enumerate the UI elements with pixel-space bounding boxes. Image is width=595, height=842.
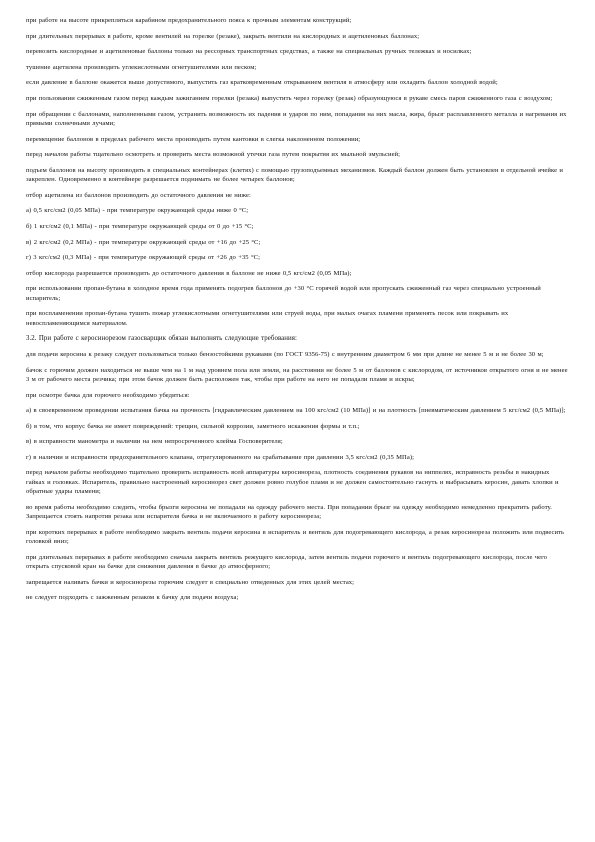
paragraph: при использовании пропан-бутана в холодное время года применять подогрев баллонов до +30 °С горячей водой или пропускать сжиженный газ через специально устроенный испаритель; [26, 285, 541, 302]
list-item: а) 0,5 кгс/см2 (0,05 МПа) - при температуре окружающей среды ниже 0 °С; [26, 207, 249, 215]
list-item: а) в своевременном проведении испытания бачка на прочность [гидравлическим давлением на 100 кгс/см2 (10 МПа)] и на плотность [пневматическим давлением 5 кгс/см2 (0,5 МПа)]; [26, 407, 566, 415]
list-item: в) 2 кгс/см2 (0,2 МПа) - при температуре окружающей среды от +16 до +25 °С; [26, 238, 261, 246]
paragraph: отбор ацетилена из баллонов производить до остаточного давления не ниже: [26, 191, 251, 199]
list-item: б) в том, что корпус бачка не имеет повреждений: трещин, сильной коррозии, заметного искажения формы и т.п.; [26, 422, 360, 430]
paragraph: при длительных перерывах в работе необходимо сначала закрыть вентиль режущего кислорода, затем вентиль подачи горючего и вентиль подогревающего кислорода, после чего открыть спусковой кран на бачке для снижения давления в бачке до атмосферного; [26, 553, 548, 571]
paragraph: перевозить кислородные и ацетиленовые баллоны только на рессорных транспортных средствах, а также на специальных ручных тележках и носилках; [26, 48, 472, 56]
paragraph: перед началом работы необходимо тщательно проверить исправность всей аппаратуры керосинореза, плотность соединения рукавов на ниппелях, исправность резьбы в накидных гайках и головках. Испаритель, правильно настроенный керосинорез свет должен ровно голубое пламя и не должен самостоятельно гаснуть и выбрасывать керосин, давать хлопки и обратные удары пламени; [26, 469, 559, 496]
paragraph: для подачи керосина к резаку следует пользоваться только бензостойкими рукавами (по ГОСТ 9356-75) с внутренним диаметром 6 мм при длине не менее 5 м и не более 30 м; [26, 350, 544, 358]
paragraph: перед началом работы тщательно осмотреть и проверить места возможной утечки газа путем покрытия их мыльной эмульсией; [26, 151, 401, 159]
paragraph: при длительных перерывах в работе, кроме вентилей на горелке (резаке), закрыть вентили на кислородных и ацетиленовых баллонах; [26, 32, 420, 40]
paragraph: при воспламенении пропан-бутана тушить пожар углекислотными огнетушителями или струей воды, при малых очагах пламени применять песок или покрывать их невоспламеняющимся материалом. [26, 310, 509, 327]
paragraph: тушение ацетилена производить углекислотными огнетушителями или песком; [26, 63, 257, 71]
paragraph: не следует подходить с зажженным резаком к бачку для подачи воздуха; [26, 594, 239, 602]
paragraph: при коротких перерывах в работе необходимо закрыть вентиль подачи керосина в испаритель и вентиль для подогревающего кислорода, а резак керосинореза положить или подвесить головкой вниз; [26, 528, 565, 546]
paragraph: перемещение баллонов в пределах рабочего места производить путем кантовки в слегка наклоненном положении; [26, 135, 361, 143]
paragraph: при работе на высоте прикрепляться карабином предохранительного пояса к прочным элементам конструкций; [26, 17, 352, 24]
paragraph: подъем баллонов на высоту производить в специальных контейнерах (клетях) с помощью грузоподъемных механизмов. Каждый баллон должен быть установлен в отдельной ячейке и закреплен. Одновременно в контейнере разрешается поднимать не более четырех баллонов; [26, 166, 563, 184]
paragraph: при осмотре бачка для горючего необходимо убедиться: [26, 391, 190, 399]
section-heading: 3.2. При работе с керосинорезом газосварщик обязан выполнять следующие требования: [26, 335, 297, 343]
list-item: в) в исправности манометра и наличии на нем непросроченного клейма Госповерителя; [26, 438, 283, 446]
list-item: б) 1 кгс/см2 (0,1 МПа) - при температуре окружающей среды от 0 до +15 °С; [26, 222, 254, 230]
paragraph: запрещается наливать бачки и керосинорезы горючим следует в специально отведенных для этих целей местах; [26, 578, 355, 586]
paragraph: при пользовании сжиженным газом перед каждым зажиганием горелки (резака) выпустить через горелку (резак) образующуюся в рукаве смесь паров сжиженного газа с воздухом; [26, 94, 553, 102]
paragraph: бачок с горючим должен находиться не выше чем на 1 м над уровнем пола или земли, на расстоянии не более 5 м от баллонов с кислородом, от источников открытого огня и не менее 3 м от рабочего места резчика; при этом бачок должен быть расположен так, чтобы при работе на него не попадали пламя и искры; [26, 366, 568, 383]
paragraph: отбор кислорода разрешается производить до остаточного давления в баллоне не ниже 0,5 кгс/см2 (0,05 МПа); [26, 269, 352, 277]
list-item: г) в наличии и исправности предохранительного клапана, отрегулированного на срабатывание при давлении 3,5 кгс/см2 (0,35 МПа); [26, 453, 414, 461]
paragraph: во время работы необходимо следить, чтобы брызги керосина не попадали на одежду рабочего места. При попадании брызг на одежду необходимо немедленно прекратить работу. Запрещается стоять напротив резака или испарителя бачка и не включаемого в работу керосинореза; [26, 503, 552, 521]
paragraph: если давление в баллоне окажется выше допустимого, выпустить газ кратковременным открыванием вентиля в атмосферу или охладить баллон холодной водой; [26, 79, 498, 87]
paragraph: при обращении с баллонами, наполненными газом, устранить возможность их падения и ударов по ним, попадания на них масла, жира, брызг расплавленного металла и нагревания их прямыми солнечными лучами; [26, 110, 567, 127]
list-item: г) 3 кгс/см2 (0,3 МПа) - при температуре окружающей среды от +26 до +35 °С; [26, 254, 260, 262]
